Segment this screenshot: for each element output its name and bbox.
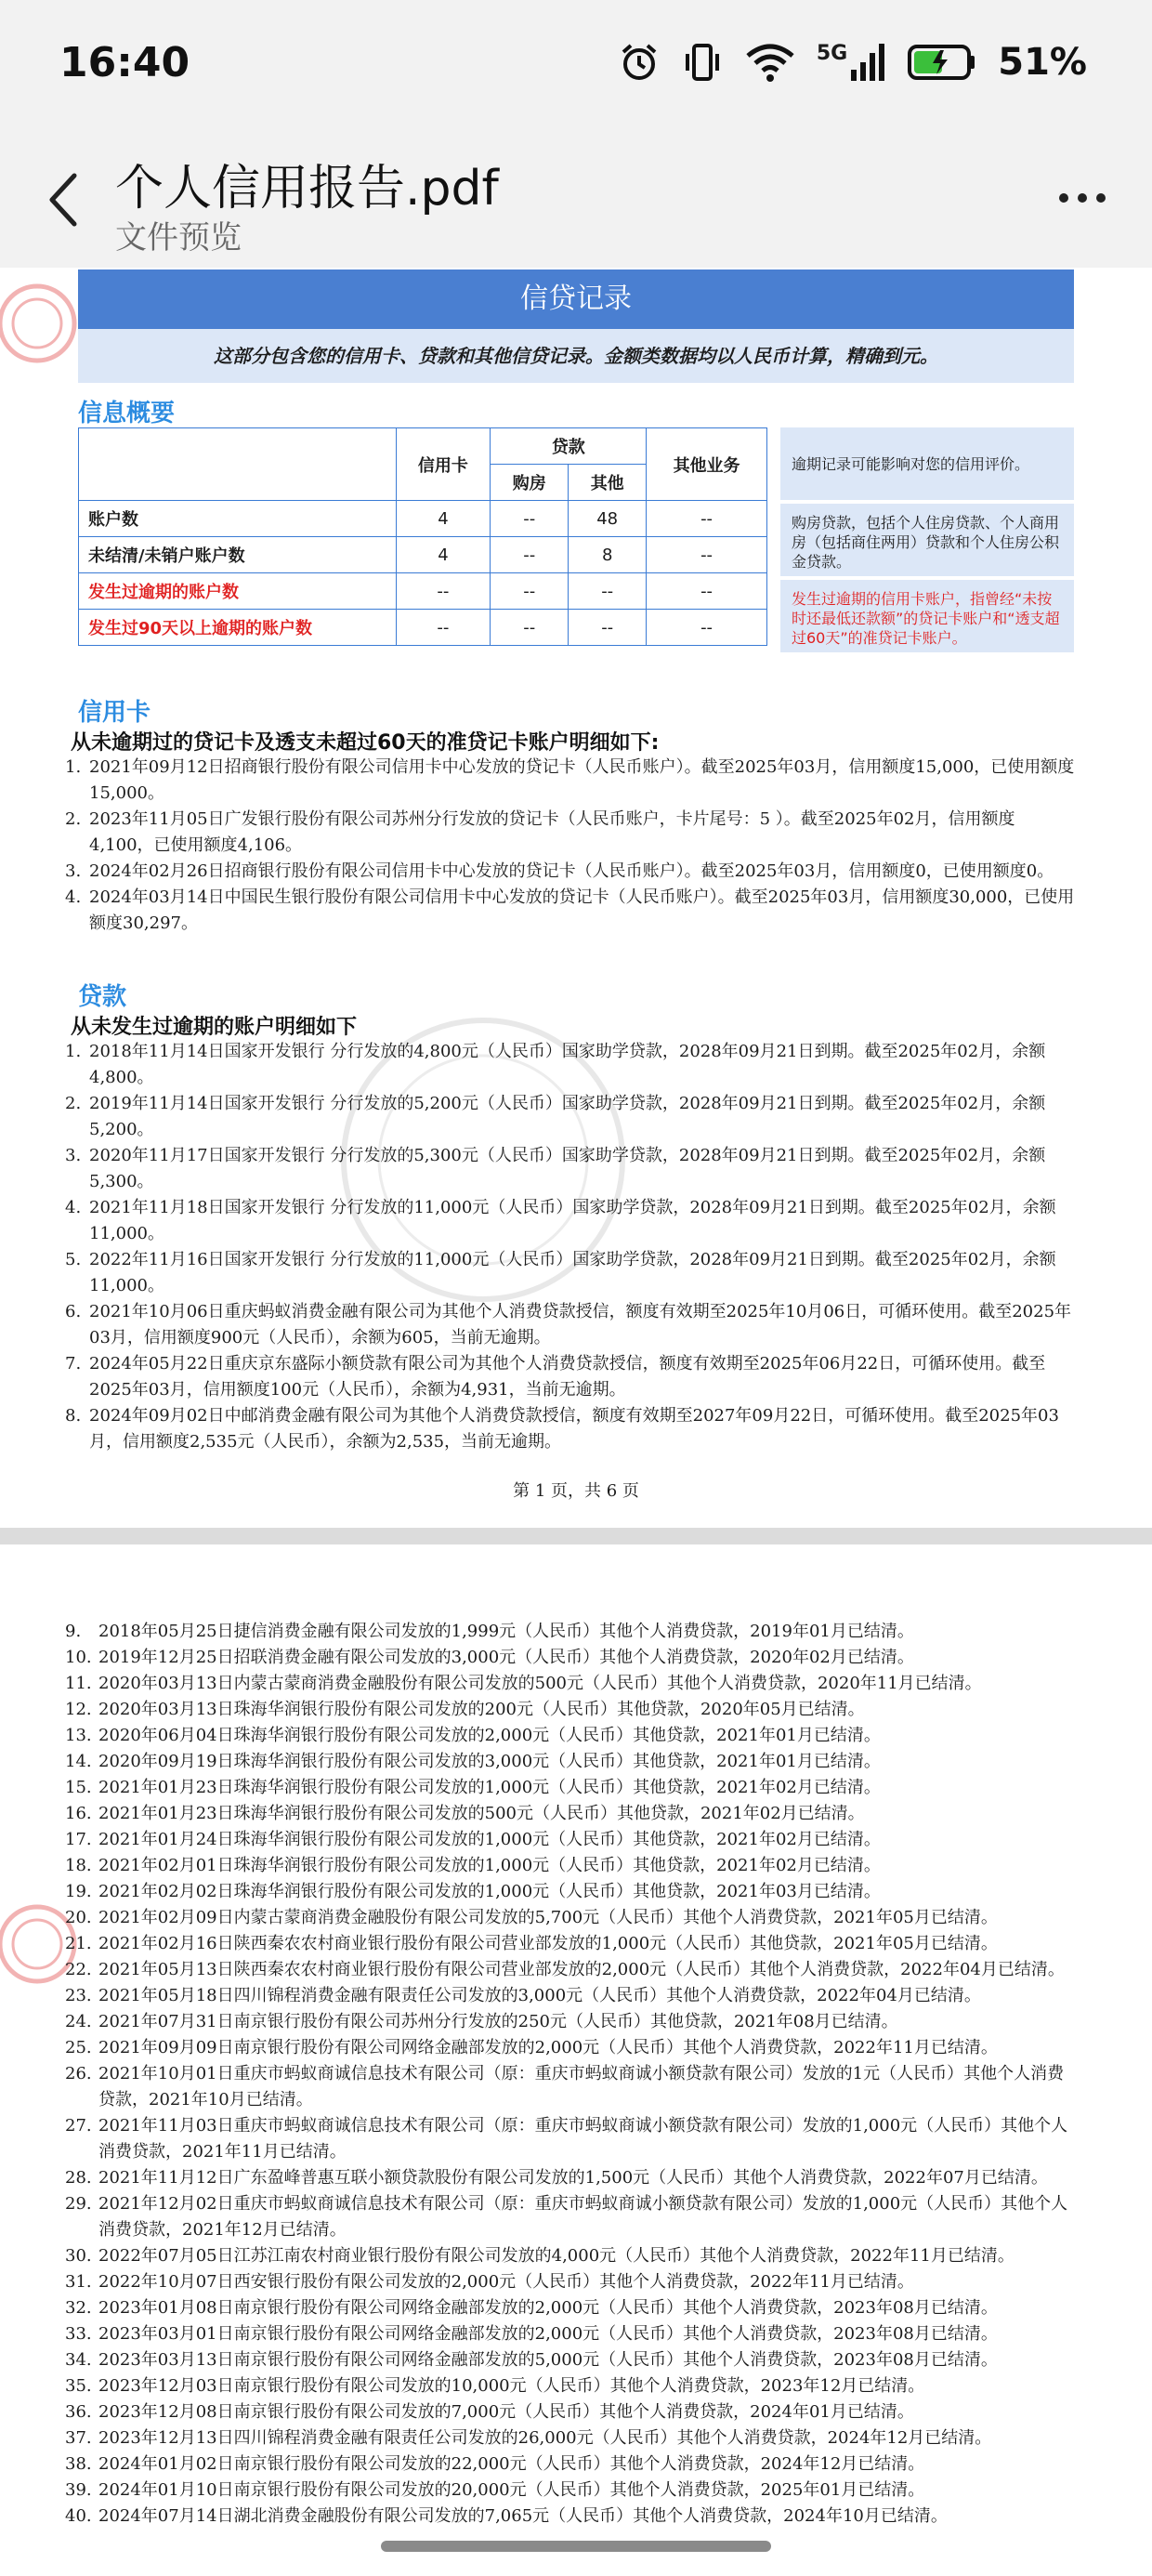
- credit-card-title: 信用卡: [78, 699, 151, 727]
- pdf-page-2[interactable]: [0, 1544, 1152, 2576]
- list-item: 9. 2018年05月25日捷信消费金融有限公司发放的1,999元（人民币）其他个人消费贷款，2019年01月已结清。: [65, 1622, 914, 1641]
- credit-card-list: [65, 755, 1078, 937]
- list-item: 2. 2019年11月14日国家开发银行 分行发放的5,200元（人民币）国家助学贷款，2028年09月21日到期。截至2025年02月，余额5,200。: [65, 1094, 1046, 1139]
- list-item: 16. 2021年01月23日珠海华润银行股份有限公司发放的500元（人民币）其他贷款，2021年02月已结清。: [65, 1804, 865, 1823]
- list-item: 33. 2023年03月01日南京银行股份有限公司网络金融部发放的2,000元（人民币）其他个人消费贷款，2023年08月已结清。: [65, 2324, 998, 2344]
- col-credit: 信用卡: [396, 428, 491, 501]
- list-item: 21. 2021年02月16日陕西秦农农村商业银行股份有限公司营业部发放的1,000元（人民币）其他贷款，2021年05月已结清。: [65, 1934, 998, 1953]
- credit-card-subhead: 从未逾期过的贷记卡及透支未超过60天的准贷记卡账户明细如下:: [71, 731, 660, 755]
- list-item: 38. 2024年01月02日南京银行股份有限公司发放的22,000元（人民币）其他个人消费贷款，2024年12月已结清。: [65, 2454, 925, 2474]
- list-item: 34. 2023年03月13日南京银行股份有限公司网络金融部发放的5,000元（人民币）其他个人消费贷款，2023年08月已结清。: [65, 2350, 998, 2370]
- list-item: 3. 2024年02月26日招商银行股份有限公司信用卡中心发放的贷记卡（人民币账户）。截至2025年03月，信用额度0，已使用额度0。: [65, 861, 1054, 881]
- list-item: 37. 2023年12月13日四川锦程消费金融有限责任公司发放的26,000元（人民币）其他个人消费贷款，2024年12月已结清。: [65, 2428, 992, 2448]
- list-item: 23. 2021年05月18日四川锦程消费金融有限责任公司发放的3,000元（人民币）其他个人消费贷款，2022年04月已结清。: [65, 1986, 981, 2005]
- loan-title: 贷款: [78, 983, 127, 1011]
- table-row: 发生过逾期的账户数 -- -- -- --: [79, 573, 767, 610]
- loan-list: [65, 1039, 1078, 1455]
- list-item: 36. 2023年12月08日南京银行股份有限公司发放的7,000元（人民币）其他个人消费贷款，2024年01月已结清。: [65, 2402, 914, 2422]
- list-item: 30. 2022年07月05日江苏江南农村商业银行股份有限公司发放的4,000元（人民币）其他个人消费贷款，2022年11月已结清。: [65, 2246, 1015, 2266]
- list-item: 3. 2020年11月17日国家开发银行 分行发放的5,300元（人民币）国家助学贷款，2028年09月21日到期。截至2025年02月，余额5,300。: [65, 1146, 1046, 1191]
- side-note-red: 发生过逾期的信用卡账户，指曾经“未按时还最低还款额”的贷记卡账户和“透支超过60天”的准贷记卡账户。: [780, 580, 1074, 652]
- status-icons: [618, 41, 1087, 84]
- overview-title: 信息概要: [78, 400, 176, 427]
- list-item: 32. 2023年01月08日南京银行股份有限公司网络金融部发放的2,000元（人民币）其他个人消费贷款，2023年08月已结清。: [65, 2298, 998, 2318]
- battery-percent: 51%: [998, 41, 1087, 84]
- list-item: 13. 2020年06月04日珠海华润银行股份有限公司发放的2,000元（人民币）其他贷款，2021年01月已结清。: [65, 1726, 881, 1745]
- table-row: 未结清/未销户账户数 4 -- 8 --: [79, 537, 767, 573]
- list-item: 4. 2024年03月14日中国民生银行股份有限公司信用卡中心发放的贷记卡（人民币账户）。截至2025年03月，信用额度30,000，已使用额度30,297。: [65, 887, 1075, 933]
- section-note: 这部分包含您的信用卡、贷款和其他信贷记录。金额类数据均以人民币计算，精确到元。: [78, 329, 1074, 383]
- file-subtitle: 文件预览: [115, 219, 242, 256]
- list-item: 31. 2022年10月07日西安银行股份有限公司发放的2,000元（人民币）其他个人消费贷款，2022年11月已结清。: [65, 2272, 914, 2292]
- list-item: 20. 2021年02月09日内蒙古蒙商消费金融股份有限公司发放的5,700元（人民币）其他个人消费贷款，2021年05月已结清。: [65, 1908, 998, 1927]
- list-item: 18. 2021年02月01日珠海华润银行股份有限公司发放的1,000元（人民币）其他贷款，2021年02月已结清。: [65, 1856, 881, 1875]
- pdf-page-1[interactable]: [0, 268, 1152, 1528]
- col-loan: 贷款: [491, 428, 647, 465]
- signal-icon: 5G: [817, 42, 886, 83]
- back-button[interactable]: [33, 164, 93, 236]
- chevron-left-icon: [45, 170, 82, 230]
- home-indicator[interactable]: [381, 2541, 771, 2552]
- file-title: 个人信用报告.pdf: [115, 161, 499, 217]
- list-item: 1. 2018年11月14日国家开发银行 分行发放的4,800元（人民币）国家助学贷款，2028年09月21日到期。截至2025年02月，余额4,800。: [65, 1042, 1046, 1087]
- list-item: 5. 2022年11月16日国家开发银行 分行发放的11,000元（人民币）国家助学贷款，2028年09月21日到期。截至2025年02月，余额11,000。: [65, 1250, 1056, 1295]
- list-item: 17. 2021年01月24日珠海华润银行股份有限公司发放的1,000元（人民币）其他贷款，2021年02月已结清。: [65, 1830, 881, 1849]
- col-other: 其他: [569, 465, 647, 501]
- col-other-biz: 其他业务: [647, 428, 767, 501]
- loan-list-continued: [65, 1619, 1078, 2530]
- side-note-overdue: 逾期记录可能影响对您的信用评价。: [780, 427, 1074, 500]
- page-number: 第 1 页，共 6 页: [513, 1481, 639, 1501]
- loan-subhead: 从未发生过逾期的账户明细如下: [71, 1016, 358, 1039]
- summary-table: [78, 427, 767, 646]
- alarm-icon: [618, 41, 661, 84]
- section-banner: 信贷记录: [78, 269, 1074, 329]
- vibrate-icon: [681, 41, 724, 84]
- table-row: 账户数 4 -- 48 --: [79, 501, 767, 537]
- list-item: 7. 2024年05月22日重庆京东盛际小额贷款有限公司为其他个人消费贷款授信，额度有效期至2025年06月22日，可循环使用。截至2025年03月，信用额度100元（人民币），余额为4,931，当前无逾期。: [65, 1354, 1046, 1400]
- side-note-housing: 购房贷款，包括个人住房贷款、个人商用房（包括商住两用）贷款和个人住房公积金贷款。: [780, 504, 1074, 576]
- col-house: 购房: [491, 465, 569, 501]
- list-item: 11. 2020年03月13日内蒙古蒙商消费金融股份有限公司发放的500元（人民币）其他个人消费贷款，2020年11月已结清。: [65, 1674, 982, 1693]
- list-item: 22. 2021年05月13日陕西秦农农村商业银行股份有限公司营业部发放的2,000元（人民币）其他个人消费贷款，2022年04月已结清。: [65, 1960, 1065, 1979]
- list-item: 8. 2024年09月02日中邮消费金融有限公司为其他个人消费贷款授信，额度有效期至2027年09月22日，可循环使用。截至2025年03月，信用额度2,535元（人民币），余额为2,535，当前无逾期。: [65, 1406, 1059, 1452]
- list-item: 14. 2020年09月19日珠海华润银行股份有限公司发放的3,000元（人民币）其他贷款，2021年01月已结清。: [65, 1752, 881, 1771]
- list-item: 1. 2021年09月12日招商银行股份有限公司信用卡中心发放的贷记卡（人民币账户）。截至2025年03月，信用额度15,000，已使用额度15,000。: [65, 757, 1075, 803]
- status-bar: [0, 0, 1152, 130]
- list-item: 24. 2021年07月31日南京银行股份有限公司苏州分行发放的250元（人民币）其他贷款，2021年08月已结清。: [65, 2012, 898, 2031]
- list-item: 27. 2021年11月03日重庆市蚂蚁商诚信息技术有限公司（原：重庆市蚂蚁商诚小额贷款有限公司）发放的1,000元（人民币）其他个人消费贷款，2021年11月已结清。: [65, 2116, 1068, 2162]
- list-item: 19. 2021年02月02日珠海华润银行股份有限公司发放的1,000元（人民币）其他贷款，2021年03月已结清。: [65, 1882, 881, 1901]
- wifi-icon: [744, 41, 796, 84]
- app-header: [0, 130, 1152, 268]
- list-item: 26. 2021年10月01日重庆市蚂蚁商诚信息技术有限公司（原：重庆市蚂蚁商诚小额贷款有限公司）发放的1元（人民币）其他个人消费贷款，2021年10月已结清。: [65, 2064, 1065, 2109]
- table-corner: [79, 428, 397, 501]
- list-item: 39. 2024年01月10日南京银行股份有限公司发放的20,000元（人民币）其他个人消费贷款，2025年01月已结清。: [65, 2480, 925, 2500]
- table-row: 发生过90天以上逾期的账户数 -- -- -- --: [79, 610, 767, 646]
- list-item: 40. 2024年07月14日湖北消费金融股份有限公司发放的7,065元（人民币）其他个人消费贷款，2024年10月已结清。: [65, 2506, 948, 2526]
- list-item: 28. 2021年11月12日广东盈峰普惠互联小额贷款股份有限公司发放的1,500元（人民币）其他个人消费贷款，2022年07月已结清。: [65, 2168, 1048, 2188]
- page-divider: [0, 1528, 1152, 1544]
- list-item: 6. 2021年10月06日重庆蚂蚁消费金融有限公司为其他个人消费贷款授信，额度有效期至2025年10月06日，可循环使用。截至2025年03月，信用额度900元（人民币），余额为605，当前无逾期。: [65, 1302, 1072, 1347]
- list-item: 12. 2020年03月13日珠海华润银行股份有限公司发放的200元（人民币）其他贷款，2020年05月已结清。: [65, 1700, 865, 1719]
- list-item: 29. 2021年12月02日重庆市蚂蚁商诚信息技术有限公司（原：重庆市蚂蚁商诚小额贷款有限公司）发放的1,000元（人民币）其他个人消费贷款，2021年12月已结清。: [65, 2194, 1068, 2240]
- battery-icon: [907, 43, 977, 82]
- more-options-button[interactable]: [1050, 175, 1115, 221]
- list-item: 25. 2021年09月09日南京银行股份有限公司网络金融部发放的2,000元（人民币）其他个人消费贷款，2022年11月已结清。: [65, 2038, 998, 2057]
- list-item: 15. 2021年01月23日珠海华润银行股份有限公司发放的1,000元（人民币）其他贷款，2021年02月已结清。: [65, 1778, 881, 1797]
- list-item: 35. 2023年12月03日南京银行股份有限公司发放的10,000元（人民币）其他个人消费贷款，2023年12月已结清。: [65, 2376, 925, 2396]
- status-time: 16:40: [59, 39, 190, 86]
- list-item: 4. 2021年11月18日国家开发银行 分行发放的11,000元（人民币）国家助学贷款，2028年09月21日到期。截至2025年02月，余额11,000。: [65, 1198, 1056, 1243]
- list-item: 10. 2019年12月25日招联消费金融有限公司发放的3,000元（人民币）其他个人消费贷款，2020年02月已结清。: [65, 1648, 914, 1667]
- list-item: 2. 2023年11月05日广发银行股份有限公司苏州分行发放的贷记卡（人民币账户，卡片尾号：5 ）。截至2025年02月，信用额度4,100，已使用额度4,106。: [65, 809, 1015, 855]
